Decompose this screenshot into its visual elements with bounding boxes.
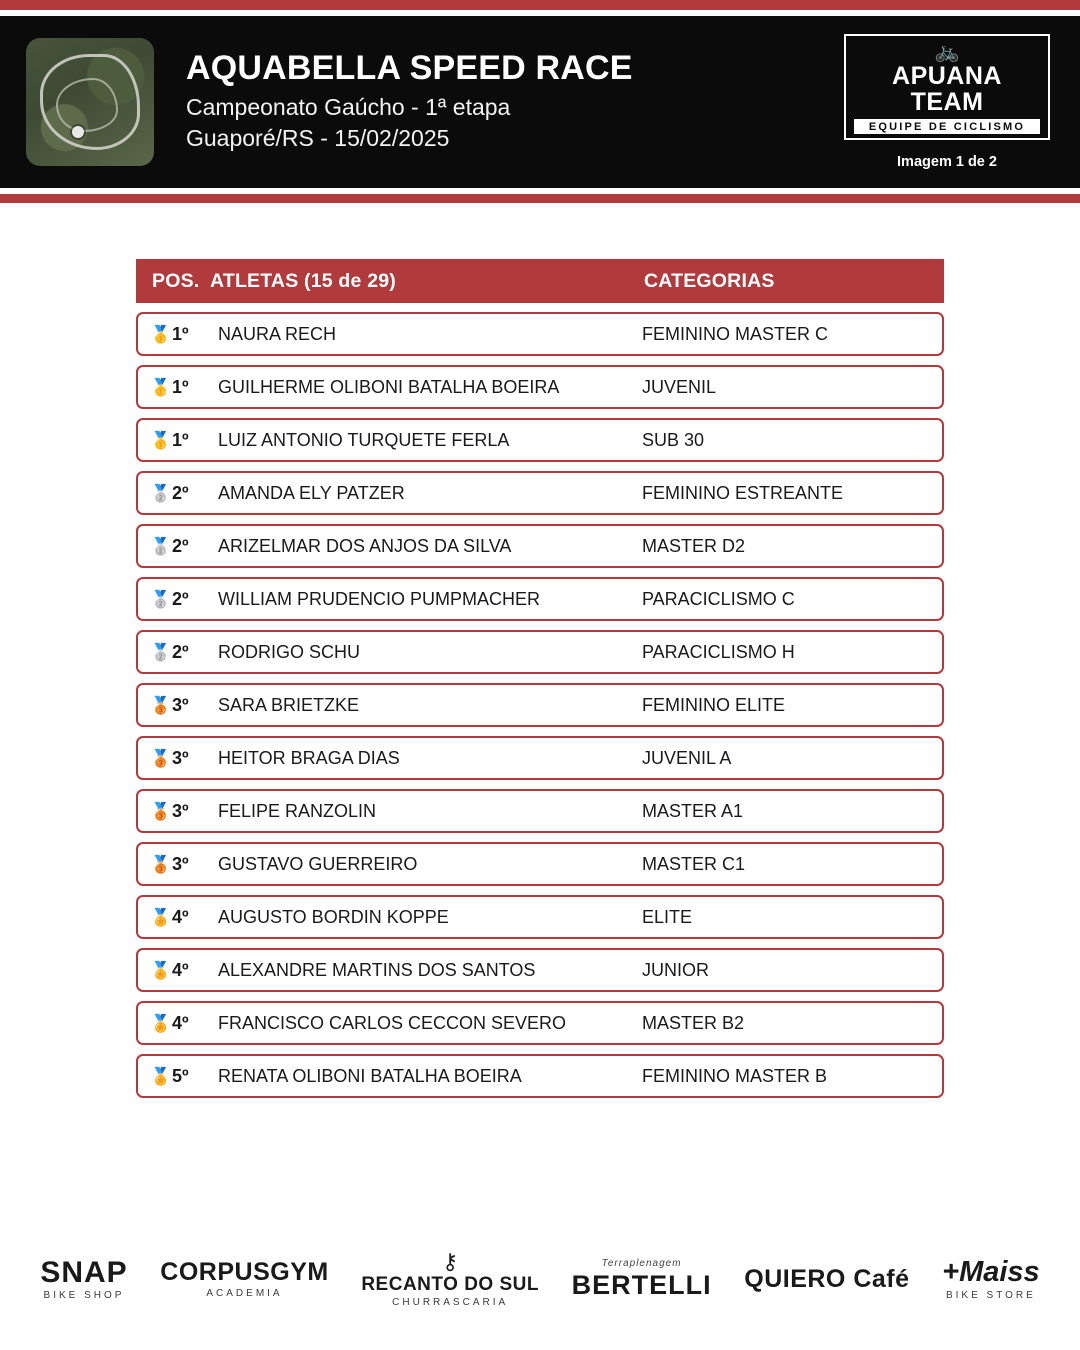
table-row — [136, 418, 944, 462]
gold-medal-icon: 🥇 — [150, 430, 172, 450]
row-athlete-name: HEITOR BRAGA DIAS — [218, 747, 400, 768]
race-course-map-thumbnail — [26, 38, 154, 166]
sponsor-subtitle: ACADEMIA — [206, 1287, 283, 1299]
header-top-accent-bar — [0, 0, 1080, 10]
sponsor-name: CORPUSGYM — [160, 1258, 329, 1287]
row-category: JUVENIL A — [642, 747, 732, 768]
column-header-athletes: ATLETAS (15 de 29) — [210, 269, 396, 292]
medal-icon: 🏅 — [150, 907, 172, 927]
sponsor-name: BERTELLI — [571, 1269, 712, 1300]
sponsor-quiero-cafe — [744, 1266, 909, 1292]
table-row — [136, 683, 944, 727]
row-category: MASTER D2 — [642, 535, 746, 556]
table-row — [136, 365, 944, 409]
bronze-medal-icon: 🥉 — [150, 801, 172, 821]
row-athlete-name: NAURA RECH — [218, 323, 337, 344]
row-position: 3º — [172, 800, 189, 821]
page-title: AQUABELLA SPEED RACE — [186, 48, 633, 87]
row-category: MASTER B2 — [642, 1012, 745, 1033]
row-position: 2º — [172, 482, 189, 503]
table-row — [136, 789, 944, 833]
row-athlete-name: AUGUSTO BORDIN KOPPE — [218, 906, 449, 927]
row-category: FEMININO ELITE — [642, 694, 786, 715]
results-table — [136, 259, 944, 1098]
table-row — [136, 577, 944, 621]
table-row — [136, 630, 944, 674]
team-logo — [844, 34, 1050, 141]
row-position: 5º — [172, 1065, 189, 1086]
table-row — [136, 842, 944, 886]
sponsor-bertelli — [572, 1259, 712, 1299]
row-athlete-name: GUILHERME OLIBONI BATALHA BOEIRA — [218, 376, 560, 397]
team-name: APUANA TEAM — [892, 61, 1002, 116]
header-banner — [0, 16, 1080, 188]
table-row — [136, 1001, 944, 1045]
row-category: MASTER A1 — [642, 800, 744, 821]
row-athlete-name: RODRIGO SCHU — [218, 641, 361, 662]
team-tagline: EQUIPE DE CICLISMO — [854, 119, 1040, 134]
sponsor-pretitle: Terraplenagem — [601, 1258, 682, 1270]
medal-icon: 🏅 — [150, 1066, 172, 1086]
table-body — [136, 312, 944, 1098]
bronze-medal-icon: 🥉 — [150, 748, 172, 768]
row-athlete-name: SARA BRIETZKE — [218, 694, 360, 715]
row-position: 2º — [172, 535, 189, 556]
row-category: FEMININO MASTER C — [642, 323, 829, 344]
row-athlete-name: RENATA OLIBONI BATALHA BOEIRA — [218, 1065, 522, 1086]
sponsor-corpusgym — [160, 1259, 328, 1299]
image-counter: Imagem 1 de 2 — [897, 154, 997, 171]
sponsor-recanto-do-sul — [361, 1248, 539, 1308]
row-athlete-name: LUIZ ANTONIO TURQUETE FERLA — [218, 429, 510, 450]
table-row — [136, 895, 944, 939]
table-row — [136, 736, 944, 780]
row-category: JUNIOR — [642, 959, 709, 980]
row-athlete-name: ALEXANDRE MARTINS DOS SANTOS — [218, 959, 536, 980]
sponsor-strip — [0, 1248, 1080, 1308]
row-category: FEMININO ESTREANTE — [642, 482, 844, 503]
table-row — [136, 1054, 944, 1098]
table-row — [136, 948, 944, 992]
table-row — [136, 524, 944, 568]
table-header-row — [136, 259, 944, 303]
page-header — [0, 0, 1080, 203]
sponsor-name: SNAP — [40, 1255, 128, 1289]
gold-medal-icon: 🥇 — [150, 324, 172, 344]
sponsor-subtitle: BIKE SHOP — [43, 1290, 125, 1302]
row-category: MASTER C1 — [642, 853, 746, 874]
table-row — [136, 312, 944, 356]
row-position: 4º — [172, 906, 189, 927]
event-subtitle-championship: Campeonato Gaúcho - 1ª etapa — [186, 94, 511, 121]
row-position: 1º — [172, 376, 189, 397]
silver-medal-icon: 🥈 — [150, 642, 172, 662]
row-position: 3º — [172, 747, 189, 768]
header-bottom-accent-bar — [0, 194, 1080, 203]
sponsor-snap — [40, 1257, 127, 1302]
row-category: PARACICLISMO H — [642, 641, 795, 662]
row-position: 4º — [172, 1012, 189, 1033]
sponsor-subtitle: BIKE STORE — [945, 1289, 1036, 1301]
medal-icon: 🏅 — [150, 1013, 172, 1033]
row-position: 3º — [172, 694, 189, 715]
sponsor-maiss — [942, 1257, 1040, 1301]
row-category: PARACICLISMO C — [642, 588, 795, 609]
row-athlete-name: GUSTAVO GUERREIRO — [218, 853, 418, 874]
sponsor-name: QUIERO Café — [744, 1265, 910, 1294]
row-position: 2º — [172, 588, 189, 609]
row-category: ELITE — [642, 906, 693, 927]
row-category: SUB 30 — [642, 429, 705, 450]
sponsor-subtitle: CHURRASCARIA — [392, 1296, 509, 1308]
row-position: 4º — [172, 959, 189, 980]
header-title-block — [178, 50, 844, 155]
row-position: 2º — [172, 641, 189, 662]
sponsor-name: +Maiss — [942, 1256, 1040, 1289]
bicycle-icon: 🚲 — [934, 40, 960, 63]
column-header-categories: CATEGORIAS — [644, 269, 775, 292]
medal-icon: 🏅 — [150, 960, 172, 980]
flame-icon: ⚷ — [442, 1248, 459, 1274]
row-position: 1º — [172, 429, 189, 450]
row-position: 3º — [172, 853, 189, 874]
row-category: JUVENIL — [642, 376, 717, 397]
event-subtitle-location-date: Guaporé/RS - 15/02/2025 — [186, 125, 450, 152]
bronze-medal-icon: 🥉 — [150, 854, 172, 874]
silver-medal-icon: 🥈 — [150, 589, 172, 609]
bronze-medal-icon: 🥉 — [150, 695, 172, 715]
row-category: FEMININO MASTER B — [642, 1065, 828, 1086]
row-athlete-name: FRANCISCO CARLOS CECCON SEVERO — [218, 1012, 567, 1033]
table-row — [136, 471, 944, 515]
row-athlete-name: ARIZELMAR DOS ANJOS DA SILVA — [218, 535, 512, 556]
header-right-block — [844, 34, 1054, 171]
row-athlete-name: FELIPE RANZOLIN — [218, 800, 377, 821]
row-athlete-name: WILLIAM PRUDENCIO PUMPMACHER — [218, 588, 541, 609]
sponsor-name: RECANTO DO SUL — [361, 1273, 539, 1295]
column-header-position: POS. — [152, 269, 200, 292]
row-position: 1º — [172, 323, 189, 344]
gold-medal-icon: 🥇 — [150, 377, 172, 397]
silver-medal-icon: 🥈 — [150, 483, 172, 503]
row-athlete-name: AMANDA ELY PATZER — [218, 482, 405, 503]
silver-medal-icon: 🥈 — [150, 536, 172, 556]
